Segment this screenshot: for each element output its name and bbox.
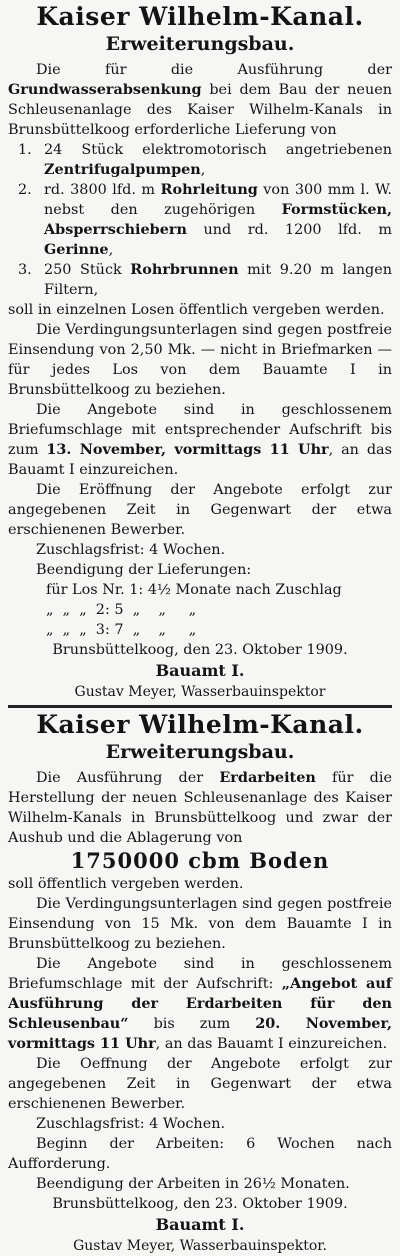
ad2-zuschlagsfrist: Zuschlagsfrist: 4 Wochen. xyxy=(36,1116,226,1132)
ad1-angebote: Die Angebote sind in geschlossenem Briefumschlage mit entsprechender Aufschrift bis zum 13. November, vormittags 11 Uhr, an das Bauamt I einzureichen. xyxy=(8,402,392,478)
divider-rule xyxy=(8,705,392,708)
ad1-item-2: 2. rd. 3800 lfd. m Rohrleitung von 300 mm l. W. nebst den zugehörigen Formstücken, Absperrschiebern und rd. 1200 lfd. m Gerinne, xyxy=(18,181,393,258)
ad2-subtitle: Erweiterungsbau. xyxy=(105,741,295,763)
ad2-oeffnung: Die Oeffnung der Angebote erfolgt zur angegebenen Zeit in Gegenwart der etwa erschienenen Bewerber. xyxy=(8,1056,392,1112)
advertisement-1 xyxy=(8,2,392,702)
ad1-title: Kaiser Wilhelm-Kanal. xyxy=(36,2,364,31)
ad1-los-row-3: „ „ „ 3: 7 „ „ „ xyxy=(46,622,197,638)
ad1-item-3: 3. 250 Stück Rohrbrunnen mit 9.20 m langen Filtern, xyxy=(18,261,392,298)
ad2-intro: Die Ausführung der Erdarbeiten für die Herstellung der neuen Schleusenanlage des Kaiser Wilhelm-Kanals in Brunsbüttelkoog und zwar der Aushub und die Ablagerung von xyxy=(8,769,392,846)
newspaper-page xyxy=(0,2,400,1254)
ad2-office: Bauamt I. xyxy=(155,1215,245,1234)
ad1-intro: Die für die Ausführung der Grundwasserabsenkung bei dem Bau der neuen Schleusenanlage des Kaiser Wilhelm-Kanals in Brunsbüttelkoog erforderliche Lieferung von xyxy=(8,62,392,138)
ad1-zuschlagsfrist: Zuschlagsfrist: 4 Wochen. xyxy=(36,542,226,558)
ad1-verdingung: Die Verdingungsunterlagen sind gegen postfreie Einsendung von 2,50 Mk. — nicht in Briefmarken — für jedes Los von dem Bauamte I in Brunsbüttelkoog zu beziehen. xyxy=(8,322,392,398)
ad2-quantity: 1750000 cbm Boden xyxy=(70,848,330,873)
ad1-subtitle: Erweiterungsbau. xyxy=(105,33,295,55)
ad1-place-date: Brunsbüttelkoog, den 23. Oktober 1909. xyxy=(52,642,348,658)
ad1-office: Bauamt I. xyxy=(155,661,245,680)
ad2-verdingung: Die Verdingungsunterlagen sind gegen postfreie Einsendung von 15 Mk. von dem Bauamte I in Brunsbüttelkoog zu beziehen. xyxy=(8,896,392,952)
ad1-los-row-2: „ „ „ 2: 5 „ „ „ xyxy=(46,602,197,618)
ad1-los-row-1: für Los Nr. 1: 4½ Monate nach Zuschlag xyxy=(46,582,342,598)
ad1-lose: soll in einzelnen Losen öffentlich vergeben werden. xyxy=(8,302,385,318)
ad2-beginn: Beginn der Arbeiten: 6 Wochen nach Aufforderung. xyxy=(8,1136,392,1172)
ad2-beendigung: Beendigung der Arbeiten in 26½ Monaten. xyxy=(36,1176,350,1192)
ad1-eroeffnung: Die Eröffnung der Angebote erfolgt zur angegebenen Zeit in Gegenwart der etwa erschienenen Bewerber. xyxy=(8,482,392,538)
ad2-angebote: Die Angebote sind in geschlossenem Briefumschlage mit der Aufschrift: „Angebot auf Ausführung der Erdarbeiten für den Schleusenbau“ bis zum 20. November, vormittags 11 Uhr, an das Bauamt I einzureichen. xyxy=(8,956,392,1052)
ad2-signature: Gustav Meyer, Wasserbauinspektor. xyxy=(73,1238,327,1254)
advertisement-2 xyxy=(8,710,392,1256)
ad1-item-1: 1. 24 Stück elektromotorisch angetriebenen Zentrifugalpumpen, xyxy=(18,142,392,178)
ad2-title: Kaiser Wilhelm-Kanal. xyxy=(36,710,364,739)
ad1-beendigung: Beendigung der Lieferungen: xyxy=(36,562,252,578)
ad2-vergeben: soll öffentlich vergeben werden. xyxy=(8,876,244,892)
ad1-signature: Gustav Meyer, Wasserbauinspektor xyxy=(74,684,326,700)
ad2-place-date: Brunsbüttelkoog, den 23. Oktober 1909. xyxy=(52,1196,348,1212)
